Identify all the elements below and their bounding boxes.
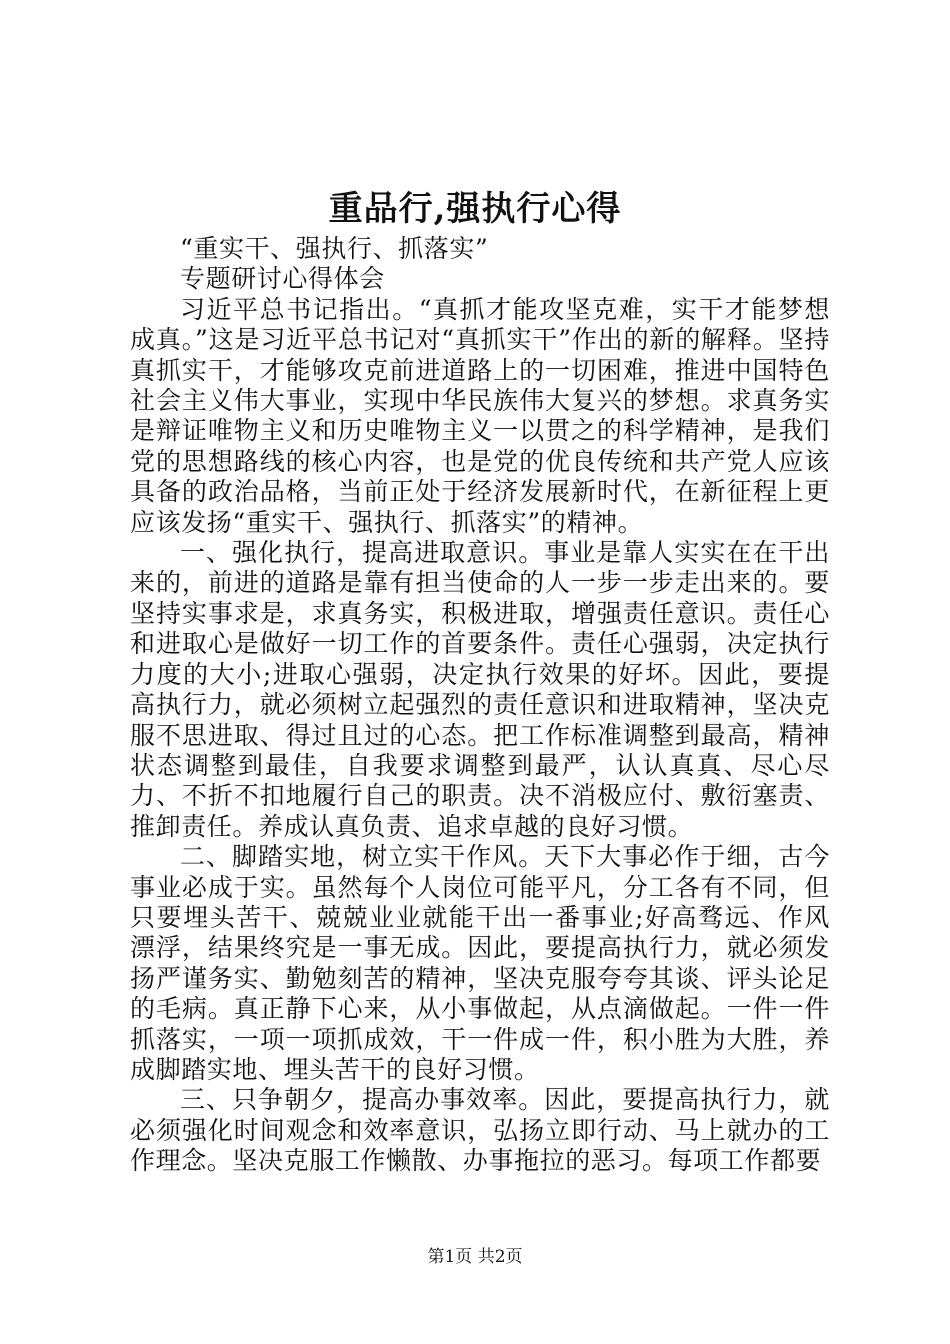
subtitle-line-1: “重实干、强执行、抓落实” <box>180 234 489 263</box>
document-title: 重品行,强执行心得 <box>328 189 622 229</box>
paragraph-section-3: 三、只争朝夕，提高办事效率。因此，要提高执行力，就必须强化时间观念和效率意识，弘扬立即行动、马上就办的工作理念。坚决克服工作懒散、办事拖拉的恶习。每项工作都要 <box>130 1085 830 1176</box>
paragraph-intro: 习近平总书记指出。“真抓才能攻坚克难，实干才能梦想成真。”这是习近平总书记对“真抓实干”作出的新的解释。坚持真抓实干，才能够攻克前进道路上的一切困难，推进中国特色社会主义伟大事业，实现中华民族伟大复兴的梦想。求真务实是辩证唯物主义和历史唯物主义一以贯之的科学精神，是我们党的思想路线的核心内容，也是党的优良传统和共产党人应该具备的政治品格，当前正处于经济发展新时代，在新征程上更应该发扬“重实干、强执行、抓落实”的精神。 <box>130 294 830 537</box>
paragraph-section-1: 一、强化执行，提高进取意识。事业是靠人实实在在干出来的，前进的道路是靠有担当使命的人一步一步走出来的。要坚持实事求是，求真务实，积极进取，增强责任意识。责任心和进取心是做好一切工作的首要条件。责任心强弱，决定执行力度的大小;进取心强弱，决定执行效果的好坏。因此，要提高执行力，就必须树立起强烈的责任意识和进取精神，坚决克服不思进取、得过且过的心态。把工作标准调整到最高，精神状态调整到最佳，自我要求调整到最严，认认真真、尽心尽力、不折不扣地履行自己的职责。决不消极应付、敷衍塞责、推卸责任。养成认真负责、追求卓越的良好习惯。 <box>130 538 830 841</box>
page-number-footer: 第1页 共2页 <box>427 1247 523 1267</box>
subtitle-line-2: 专题研讨心得体会 <box>180 264 385 294</box>
paragraph-section-2: 二、脚踏实地，树立实干作风。天下大事必作于细，古今事业必成于实。虽然每个人岗位可能平凡，分工各有不同，但只要埋头苦干、兢兢业业就能干出一番事业;好高骛远、作风漂浮，结果终究是一事无成。因此，要提高执行力，就必须发扬严谨务实、勤勉刻苦的精神，坚决克服夸夸其谈、评头论足的毛病。真正静下心来，从小事做起，从点滴做起。一件一件抓落实，一项一项抓成效，干一件成一件，积小胜为大胜，养成脚踏实地、埋头苦干的良好习惯。 <box>130 842 830 1084</box>
document-body <box>130 234 830 1177</box>
